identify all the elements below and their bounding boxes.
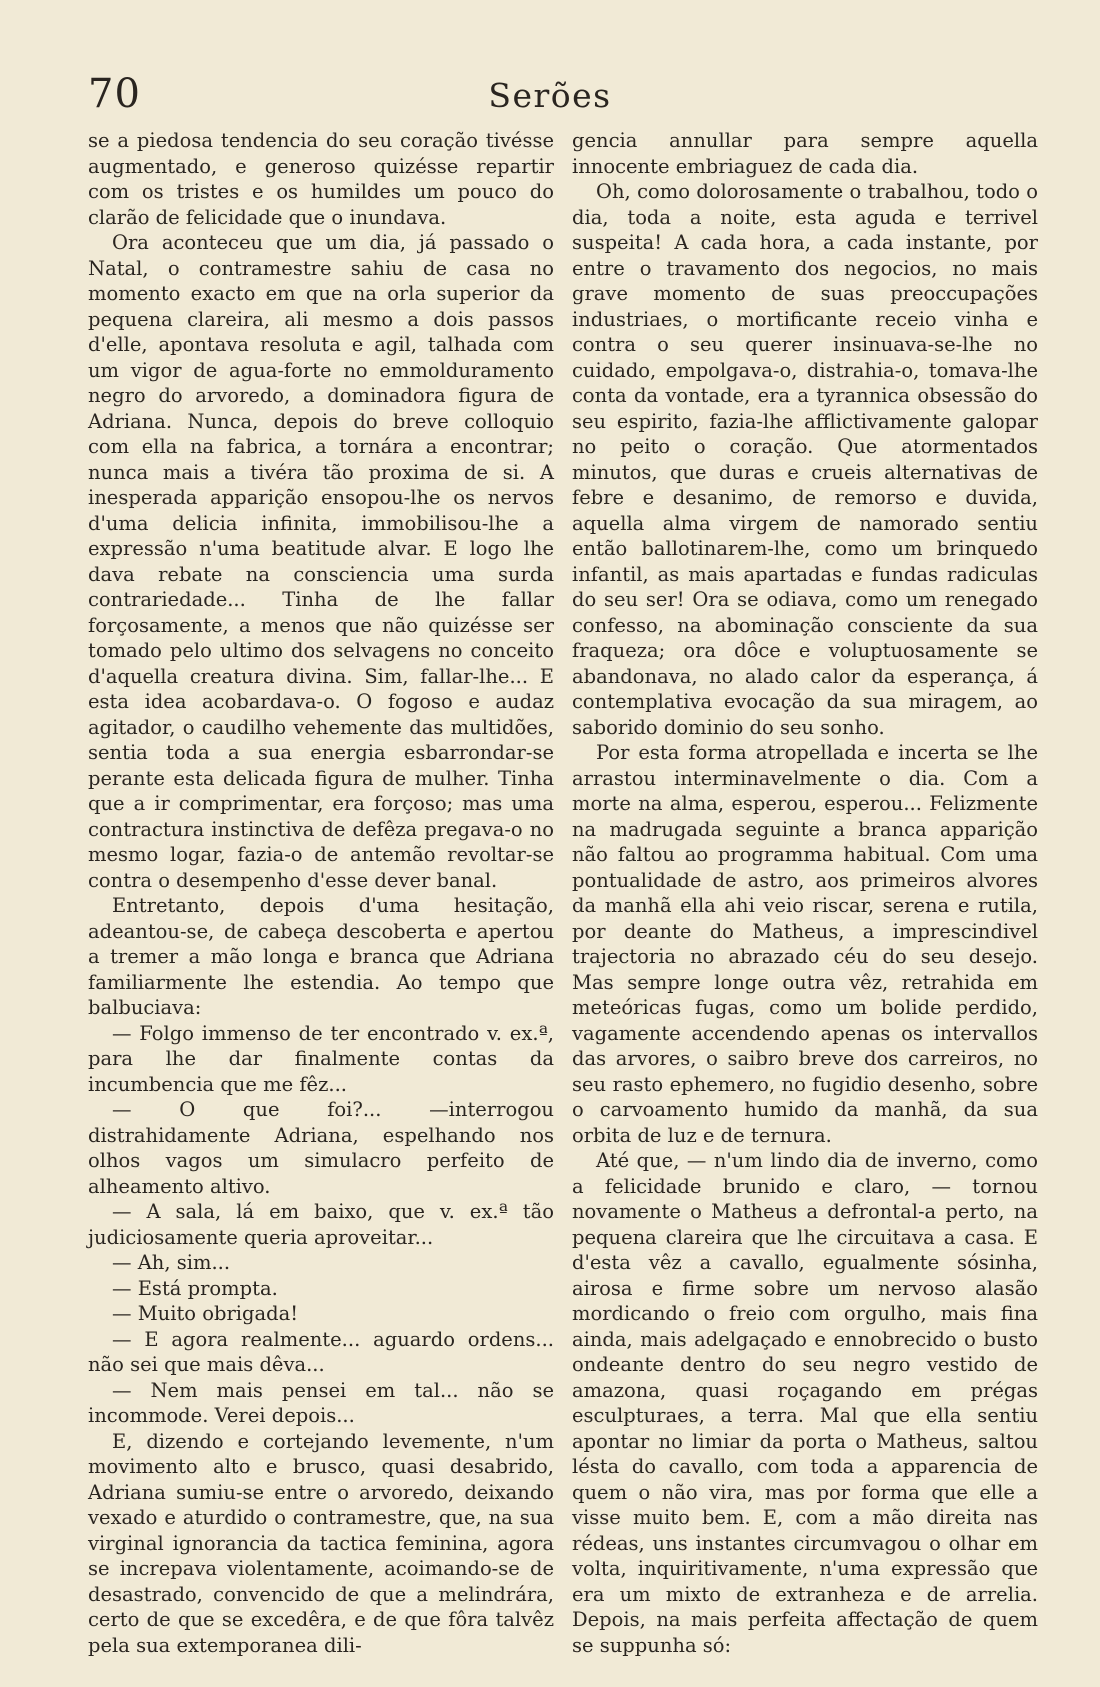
paragraph: Entretanto, depois d'uma hesitação, adeantou-se, de cabeça descoberta e apertou a tremer a mão longa e branca que Adriana familiarmente lhe estendia. Ao tempo que balbuciava: xyxy=(88,894,554,1019)
dialogue-line: — A sala, lá em baixo, que v. ex.ª tão judiciosamente queria aproveitar... xyxy=(88,1200,554,1249)
paragraph: E, dizendo e cortejando levemente, n'um movimento alto e brusco, quasi desabrido, Adriana sumiu-se entre o arvoredo, deixando vexado e aturdido o contramestre, que, na sua virginal ignorancia da tactica feminina, agora se increpava violentamente, acoimando-se de desastrado, convencido de que a melindrára, certo de que se excedêra, e de que fôra talvêz pela sua extemporanea dili- xyxy=(88,1429,554,1657)
page-number: 70 xyxy=(88,71,141,117)
dialogue-line: — Muito obrigada! xyxy=(112,1302,299,1325)
left-column xyxy=(88,128,554,1658)
dialogue-line: — O que foi?... —interrogou distrahidamente Adriana, espelhando nos olhos vagos um simulacro perfeito de alheamento altivo. xyxy=(88,1098,554,1198)
dialogue-line: — Ah, sim... xyxy=(112,1251,231,1274)
dialogue-line: — Está prompta. xyxy=(112,1276,278,1300)
paragraph: Por esta forma atropellada e incerta se lhe arrastou interminavelmente o dia. Com a morte na alma, esperou, esperou... Felizmente na madrugada seguinte a branca apparição não faltou ao programma habitual. Com uma pontualidade de astro, aos primeiros alvores da manhã ella ahi veio riscar, serena e rutila, por deante do Matheus, a imprescindivel trajectoria no abrazado céu do seu desejo. Mas sempre longe outra vêz, retrahida em meteóricas fugas, como um bolide perdido, vagamente accendendo apenas os intervallos das arvores, o saibro breve dos carreiros, no seu rasto ephemero, no fugidio desenho, sobre o carvoamento humido da manhã, da sua orbita de luz e de ternura. xyxy=(572,741,1038,1147)
dialogue-line: — Nem mais pensei em tal... não se incommode. Verei depois... xyxy=(88,1378,554,1427)
paragraph: Oh, como dolorosamente o trabalhou, todo o dia, toda a noite, esta aguda e terrivel suspeita! A cada hora, a cada instante, por entre o travamento dos negocios, no mais grave momento de suas preoccupações industriaes, o mortificante receio vinha e contra o seu querer insinuava-se-lhe no cuidado, empolgava-o, distrahia-o, tomava-lhe conta da vontade, era a tyrannica obsessão do seu espirito, fazia-lhe afflictivamente galopar no peito o coração. Que atormentados minutos, que duras e crueis alternativas de febre e desanimo, de remorso e duvida, aquella alma virgem de namorado sentiu então ballotinarem-lhe, como um brinquedo infantil, as mais apartadas e fundas radiculas do seu ser! Ora se odiava, como um renegado confesso, na abominação consciente da sua fraqueza; ora dôce e voluptuosamente se abandonava, no alado calor da esperança, á contemplativa evocação da sua miragem, ao saborido dominio do seu sonho. xyxy=(572,180,1038,739)
right-column xyxy=(572,128,1038,1658)
paragraph: Ora aconteceu que um dia, já passado o Natal, o contramestre sahiu de casa no momento exacto em que na orla superior da pequena clareira, ali mesmo a dois passos d'elle, apontava resoluta e agil, talhada com um vigor de agua-forte no emmolduramento negro do arvoredo, a dominadora figura de Adriana. Nunca, depois do breve colloquio com ella na fabrica, a tornára a encontrar; nunca mais a tivéra tão proxima de si. A inesperada apparição ensopou-lhe os nervos d'uma delicia infinita, immobilisou-lhe a expressão n'uma beatitude alvar. E logo lhe dava rebate na consciencia uma surda contrariedade... Tinha de lhe fallar forçosamente, a menos que não quizésse ser tomado pelo ultimo dos selvagens no conceito d'aquella creatura divina. Sim, fallar-lhe... E esta idea acobardava-o. O fogoso e audaz agitador, o caudilho vehemente das multidões, sentia toda a sua energia esbarrondar-se perante esta delicada figura de mulher. Tinha que a ir comprimentar, era forçoso; mas uma contractura instinctiva de defêza pregava-o no mesmo logar, fazia-o de antemão revoltar-se contra o desempenho d'esse dever banal. xyxy=(88,231,554,892)
running-head: Serões xyxy=(488,76,612,115)
dialogue-line: — Folgo immenso de ter encontrado v. ex.ª, para lhe dar finalmente contas da incumbencia que me fêz... xyxy=(88,1021,554,1096)
dialogue-line: — E agora realmente... aguardo ordens... não sei que mais dêva... xyxy=(88,1327,554,1376)
paragraph: gencia annullar para sempre aquella innocente embriaguez de cada dia. xyxy=(572,129,1038,178)
paragraph: se a piedosa tendencia do seu coração tivésse augmentado, e generoso quizésse repartir com os tristes e os humildes um pouco do clarão de felicidade que o inundava. xyxy=(88,129,554,229)
paragraph: Até que, — n'um lindo dia de inverno, como a felicidade brunido e claro, — tornou novamente o Matheus a defrontal-a perto, na pequena clareira que lhe circuitava a casa. E d'esta vêz a cavallo, egualmente sósinha, airosa e firme sobre um nervoso alasão mordicando o freio com orgulho, mais fina ainda, mais adelgaçado e ennobrecido o busto ondeante dentro do seu negro vestido de amazona, quasi roçagando em prégas esculpturaes, a terra. Mal que ella sentiu apontar no limiar da porta o Matheus, saltou lésta do cavallo, com toda a apparencia de quem o não vira, mas por forma que elle a visse muito bem. E, com a mão direita nas rédeas, uns instantes circumvagou o olhar em volta, inquiritivamente, n'uma expressão que era um mixto de extranheza e de arrelia. Depois, na mais perfeita affectação de quem se suppunha só: xyxy=(572,1149,1038,1657)
